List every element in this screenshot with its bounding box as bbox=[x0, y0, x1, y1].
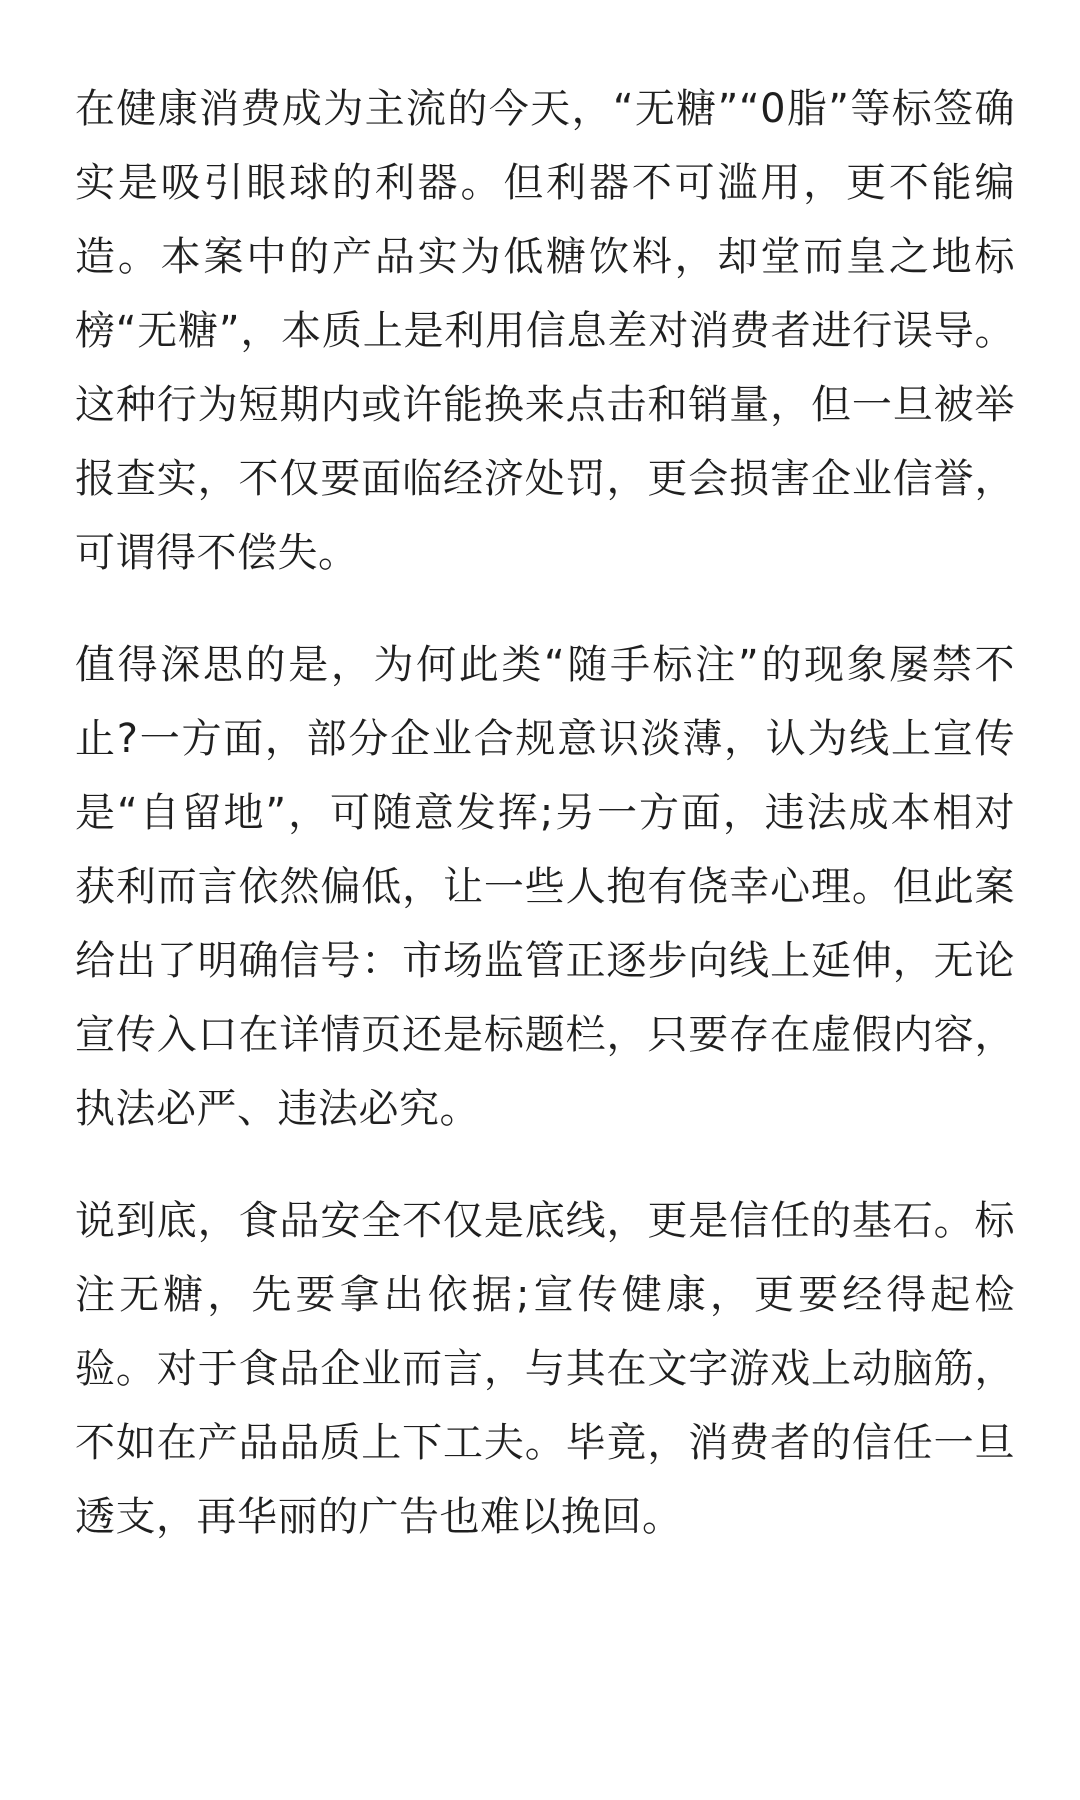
paragraph-2: 值得深思的是，为何此类“随手标注”的现象屡禁不止?一方面，部分企业合规意识淡薄，认为线上宣传是“自留地”，可随意发挥;另一方面，违法成本相对获利而言依然偏低，让一些人抱有侥幸心理。但此案给出了明确信号：市场监管正逐步向线上延伸，无论宣传入口在详情页还是标题栏，只要存在虚假内容，执法必严、违法必究。 bbox=[75, 642, 1015, 1132]
paragraph-1: 在健康消费成为主流的今天，“无糖”“0脂”等标签确实是吸引眼球的利器。但利器不可滥用，更不能编造。本案中的产品实为低糖饮料，却堂而皇之地标榜“无糖”，本质上是利用信息差对消费者进行误导。这种行为短期内或许能换来点击和销量，但一旦被举报查实，不仅要面临经济处罚，更会损害企业信誉，可谓得不偿失。 bbox=[75, 86, 1015, 576]
article-body bbox=[75, 72, 1015, 1554]
paragraph-3: 说到底，食品安全不仅是底线，更是信任的基石。标注无糖，先要拿出依据;宣传健康，更要经得起检验。对于食品企业而言，与其在文字游戏上动脑筋，不如在产品品质上下工夫。毕竟，消费者的信任一旦透支，再华丽的广告也难以挽回。 bbox=[75, 1198, 1015, 1540]
